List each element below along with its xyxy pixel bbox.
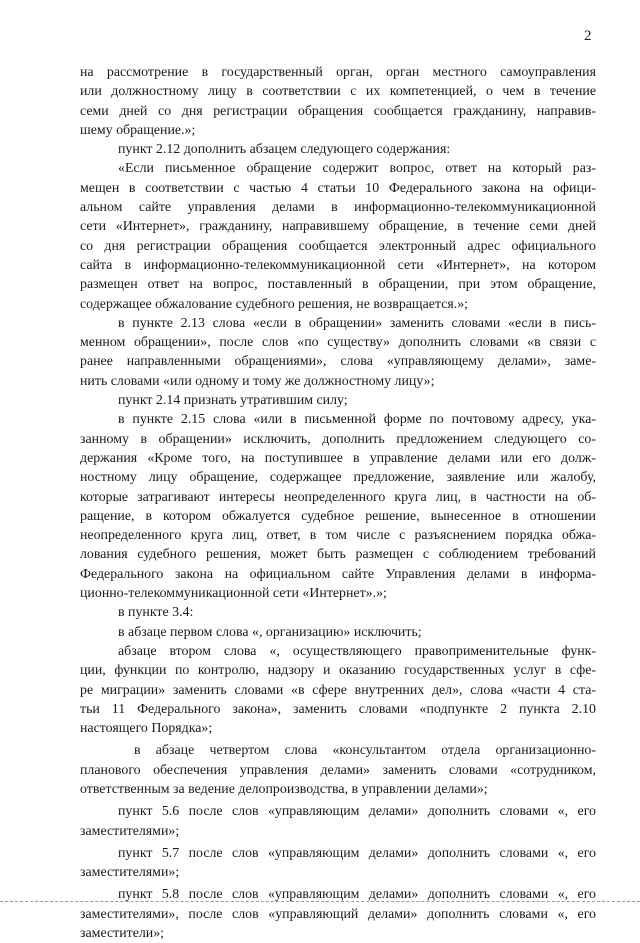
document-body [80, 63, 596, 943]
text-line: семи дней со дня регистрации обращения сообщается гражданину, направив- [80, 103, 596, 119]
text-line: альном сайте управления делами в информационно-телекоммуникационной [80, 200, 596, 216]
text-line: ответственным за ведение делопроизводства, в управлении делами»; [80, 781, 488, 797]
text-line: тьи 11 Федерального закона», заменить словами «подпункте 2 пункта 2.10 [80, 701, 596, 717]
text-line: ностному лицу обращение, содержащее предложение, заявление или жалобу, [80, 470, 596, 486]
text-line: в пункте 2.15 слова «или в письменной форме по почтовому адресу, ука- [118, 412, 596, 428]
page-number: 2 [584, 28, 592, 44]
text-line: ращение, в котором обжалуется судебное решение, вынесенное в отношении [80, 508, 596, 524]
text-line: пункт 2.14 признать утратившим силу; [118, 393, 348, 409]
text-line: держания «Кроме того, на поступившее в управление делами или его долж- [80, 450, 596, 466]
text-line: в абзаце первом слова «, организацию» исключить; [118, 624, 422, 640]
text-line: неопределенного круга лиц, ответ, в том числе с разъяснением порядка обжа- [80, 528, 596, 544]
text-line: пункт 5.8 после слов «управляющим делами» дополнить словами «, его [118, 887, 596, 903]
text-line: заместителями»; [80, 865, 180, 881]
text-line: ре миграции» заменить словами «в сфере внутренних дел», слова «части 4 ста- [80, 682, 596, 698]
text-line: лования судебного решения, может быть размещен с соблюдением требований [80, 547, 596, 563]
text-line: размещен ответ на вопрос, поставленный в обращении, при этом обращение, [80, 277, 596, 293]
text-line: в пункте 3.4: [118, 605, 194, 621]
text-line: сети «Интернет», гражданину, направившему обращение, в течение семи дней [80, 219, 596, 235]
text-line: или должностному лицу в соответствии с их компетенцией, о чем в течение [80, 84, 596, 100]
text-line: заместители»; [80, 926, 165, 942]
text-line: которые затрагивают интересы неопределенного круга лиц, в частности на об- [80, 489, 596, 505]
text-line: ционно-телекоммуникационной сети «Интернет».»; [80, 586, 387, 602]
text-line: в абзаце четвертом слова «консультантом отдела организационно- [134, 743, 596, 759]
text-line: на рассмотрение в государственный орган, орган местного самоуправления [80, 65, 596, 80]
text-line: Федерального закона на официальном сайте Управления делами в информа- [80, 566, 596, 582]
text-line: мещен в соответствии с частью 4 статьи 10 Федерального закона на офици- [80, 180, 596, 196]
text-line: нить словами «или одному и тому же должностному лицу»; [80, 373, 435, 389]
text-line: занному в обращении» исключить, дополнить предложением следующего со- [80, 431, 596, 447]
text-line: ции, функции по контролю, надзору и оказанию государственных услуг в сфе- [80, 663, 596, 679]
text-line: содержащее обжалование судебного решения, не возвращается.»; [80, 296, 469, 312]
text-line: «Если письменное обращение содержит вопрос, ответ на который раз- [118, 161, 596, 177]
page-bottom-rule [0, 901, 640, 902]
text-line: менном обращении», после слов «по существу» дополнить словами «в связи с [80, 335, 596, 351]
text-line: заместителями»; [80, 823, 180, 839]
text-line: планового обеспечения управления делами» заменить словами «сотрудником, [80, 762, 596, 778]
text-line: шему обращение.»; [80, 122, 196, 138]
text-line: сайта в информационно-телекоммуникационной сети «Интернет», на котором [80, 257, 596, 273]
text-line: абзаце втором слова «, осуществляющего правоприменительные функ- [118, 643, 596, 659]
text-line: пункт 5.6 после слов «управляющим делами» дополнить словами «, его [118, 804, 596, 820]
text-line: заместителями», после слов «управляющий делами» дополнить словами «, его [80, 906, 596, 922]
text-line: пункт 5.7 после слов «управляющим делами» дополнить словами «, его [118, 845, 596, 861]
text-line: со дня регистрации обращения сообщается электронный адрес официального [80, 238, 596, 254]
text-line: ранее направленными обращениями», слова «управляющему делами», заме- [80, 354, 596, 370]
text-line: в пункте 2.13 слова «если в обращении» заменить словами «если в пись- [118, 315, 596, 331]
text-line: настоящего Порядка»; [80, 721, 213, 737]
text-line: пункт 2.12 дополнить абзацем следующего содержания: [118, 142, 451, 158]
